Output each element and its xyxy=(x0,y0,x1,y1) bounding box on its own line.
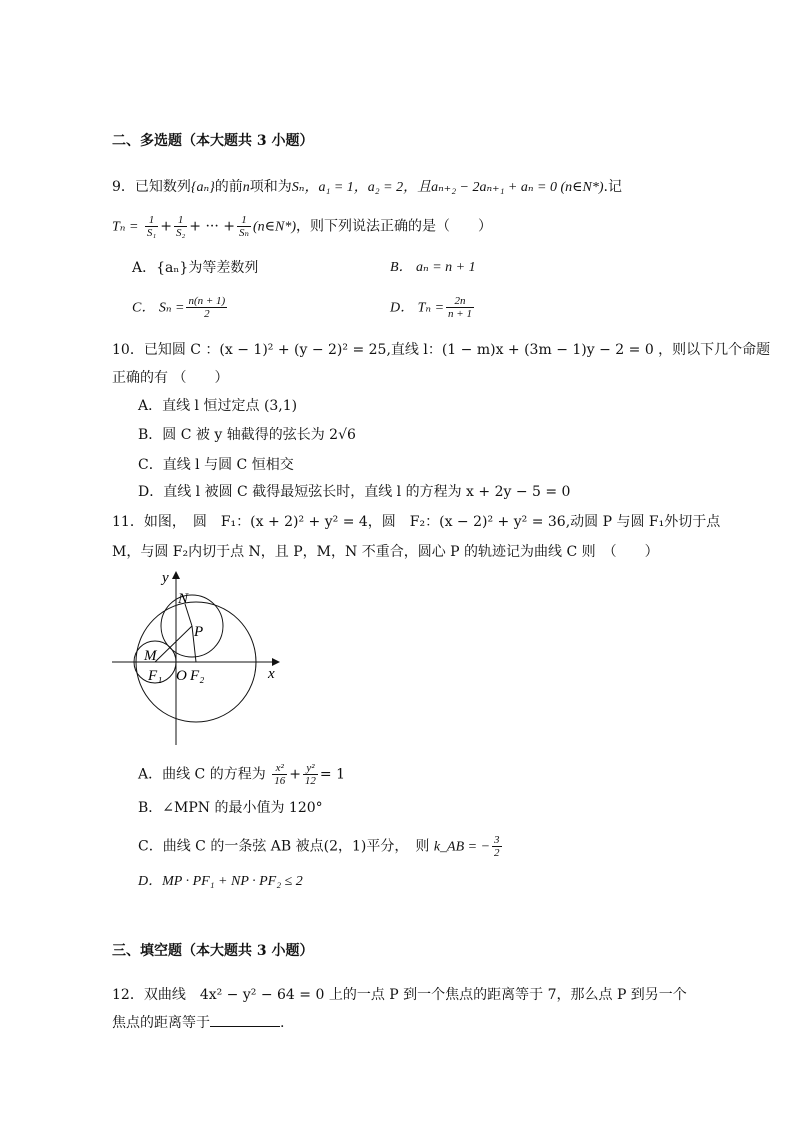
q9-Tn: Tₙ = xyxy=(112,219,139,235)
q9-dots: + ··· + xyxy=(189,218,235,235)
q9-question: ，则下列说法正确的是（ ） xyxy=(295,218,492,235)
q11-stem-line1: 11．如图， 圆 F₁：(x + 2)² + y² = 4，圆 F₂：(x − 2)² + y² = 36,动圆 P 与圆 F₁外切于点 xyxy=(112,514,721,530)
q9-n: n xyxy=(242,180,250,195)
label-F2: F₂ xyxy=(190,668,205,684)
q10-option-a: A．直线 l 恒过定点 (3,1) xyxy=(138,398,298,414)
q11-option-d: D．MP · PF₁ + NP · PF₂ ≤ 2 xyxy=(138,874,303,889)
q11-option-a-frac-1: $\frac{\text{x²}}{16}$ xyxy=(274,762,286,787)
q9-frac-1: $\frac{1}{\text{S₁}}$ xyxy=(146,214,157,239)
q10-stem-line1: 10．已知圆 C ：(x − 1)² + (y − 2)² = 25,直线 l：(1 − m)x + (3m − 1)y − 2 = 0 ，则以下几个命题 xyxy=(112,342,771,358)
label-M: M xyxy=(144,648,157,664)
q9-recurrence: aₙ₊₂ − 2aₙ₊₁ + aₙ = 0 (n∈N*) xyxy=(431,180,604,195)
q11-stem-line2: M，与圆 F₂内切于点 N，且 P，M，N 不重合，圆心 P 的轨迹记为曲线 C 则 （ ） xyxy=(112,544,659,560)
q9-cond2: (n∈N*) xyxy=(252,219,296,235)
q10-option-b: B．圆 C 被 y 轴截得的弦长为 2√6 xyxy=(138,427,356,443)
q9-text-b: 的前 xyxy=(214,179,243,195)
q11-option-a-frac-2: $\frac{\text{y²}}{12}$ xyxy=(304,762,316,787)
q9-text-end: .记 xyxy=(603,179,622,195)
label-F1: F₁ xyxy=(148,668,163,684)
q9-stem-line1 xyxy=(112,177,622,198)
q9-option-b: B． aₙ = n + 1 xyxy=(390,260,476,275)
q9-option-d-frac: $\frac{2n}{n + 1}$ xyxy=(448,295,472,320)
q9-frac-3: $\frac{1}{\text{Sₙ}}$ xyxy=(238,214,249,239)
q10-stem-line2: 正确的有 （ ） xyxy=(112,370,229,386)
q9-option-d: D． Tₙ = $\frac{2n}{n + 1}$ xyxy=(390,295,472,320)
q9-text-a: 9．已知数列 xyxy=(112,179,191,195)
q11-option-a: A．曲线 C 的方程为 $\frac{\text{x²}}{16}$ + $\frac{\text{y²}}{12}$ = 1 xyxy=(138,762,346,787)
x-axis-arrow xyxy=(272,658,280,666)
segment-p-n xyxy=(185,604,192,626)
q10-option-d: D．直线 l 被圆 C 截得最短弦长时，直线 l 的方程为 x + 2y − 5 = 0 xyxy=(138,484,571,500)
q11-option-c: C．曲线 C 的一条弦 AB 被点(2，1)平分， 则 k_AB = − $\frac{3}{2}$ xyxy=(138,834,500,859)
y-axis-arrow xyxy=(172,571,180,579)
q11-option-c-frac: $\frac{3}{2}$ xyxy=(494,834,500,859)
q12-stem-line2: 焦点的距离等于 . xyxy=(112,1012,284,1033)
q12-answer-blank[interactable] xyxy=(210,1012,280,1027)
q9-option-c-frac: $\frac{n(n + 1)}{2}$ xyxy=(188,295,226,320)
section-title-multiple-choice: 二、多选题（本大题共 3 小题） xyxy=(112,133,314,149)
section-title-fill-blank: 三、填空题（本大题共 3 小题） xyxy=(112,943,314,959)
q9-cond1: ，a₁ = 1，a₂ = 2，且 xyxy=(304,180,432,195)
q12-stem-line1: 12．双曲线 4x² − y² − 64 = 0 上的一点 P 到一个焦点的距离等于 7，那么点 P 到另一个 xyxy=(112,987,687,1003)
q9-option-c: C． Sₙ = $\frac{n(n + 1)}{2}$ xyxy=(132,295,226,320)
q9-text-c: 项和为 xyxy=(249,179,292,195)
q9-frac-2: $\frac{1}{\text{S₂}}$ xyxy=(175,214,186,239)
q9-option-a: A．{aₙ}为等差数列 xyxy=(132,260,259,276)
label-O: O xyxy=(176,668,187,684)
label-y: y xyxy=(162,570,169,586)
q9-Sn: Sₙ xyxy=(291,180,305,195)
q9-seq: {aₙ} xyxy=(190,180,215,195)
label-P: P xyxy=(194,624,204,640)
q11-option-b: B．∠MPN 的最小值为 120° xyxy=(138,800,323,816)
q10-option-c: C．直线 l 与圆 C 恒相交 xyxy=(138,457,294,473)
q9-stem-line2: Tₙ = $\frac{1}{\text{S₁}}$ + $\frac{1}{\text{S₂}}$ + ··· + $\frac{1}{\text{Sₙ}}$ (n∈N*)，则下列说法正确的是（ ） xyxy=(112,214,492,239)
label-x: x xyxy=(268,666,275,682)
label-N: N xyxy=(178,591,189,607)
q11-figure xyxy=(108,565,288,750)
